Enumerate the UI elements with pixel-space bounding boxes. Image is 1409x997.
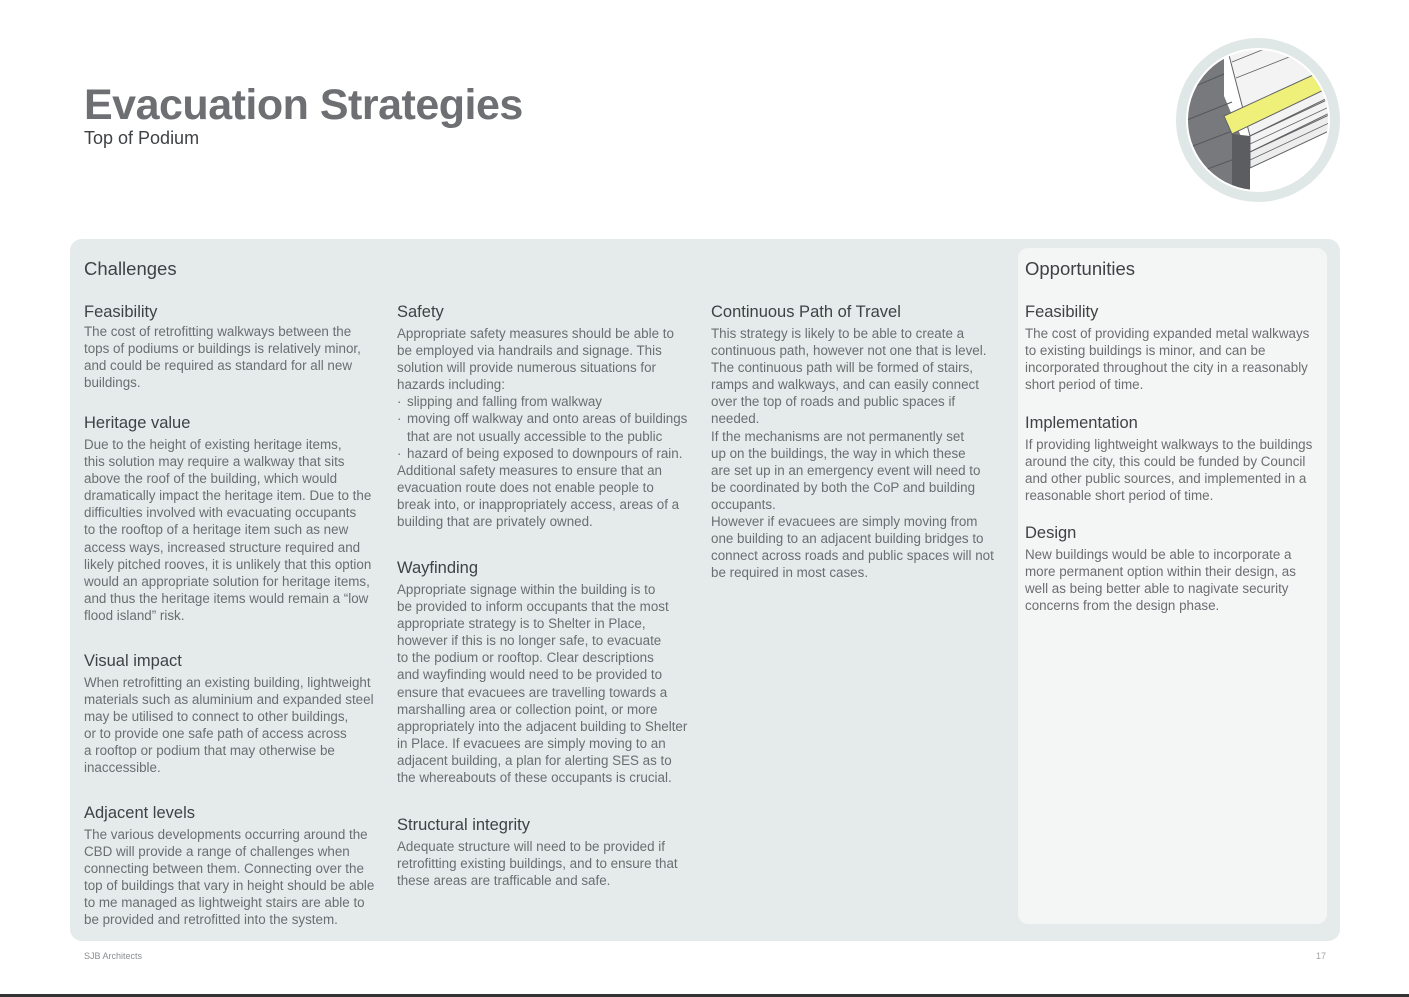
section-title: Heritage value <box>84 414 191 432</box>
section-text: The cost of providing expanded metal walkways to existing buildings is minor, and can be incorporated throughout the city in a reasonably short period of time. <box>1025 326 1310 393</box>
section-feasibility <box>84 302 361 391</box>
section-continuous-path <box>711 302 1017 581</box>
section-text: Appropriate signage within the building is to be provided to inform occupants that the most appropriate strategy is to Shelter in Place, however if this is no longer safe, to evacuate to the podium or rooftop. Clear descriptions and wayfinding would need to be provided to ensure that evacuees are travelling towards a marshalling area or collection point, or more appropriately into the adjacent building to Shelter in Place. If evacuees are simply moving to an adjacent building, a plan for alerting SES as to the whereabouts of these occupants is crucial. <box>397 582 688 786</box>
section-opp-feasibility <box>1025 302 1309 393</box>
section-title: Feasibility <box>1025 303 1099 321</box>
bullet-mark: · <box>397 394 402 410</box>
section-title: Design <box>1025 524 1077 542</box>
section-text: Additional safety measures to ensure that an evacuation route does not enable people to break into, or inappropriately access, areas of a building that are privately owned. <box>397 462 680 530</box>
section-safety <box>397 302 687 530</box>
section-title: Structural integrity <box>397 816 530 834</box>
section-text: The cost of retrofitting walkways between the tops of podiums or buildings is relatively minor, and could be required as standard for all new buildings. <box>84 324 361 391</box>
section-text: Appropriate safety measures should be able to be employed via handrails and signage. This solution will provide numerous situations for hazards including: <box>397 326 674 393</box>
section-text: When retrofitting an existing building, lightweight materials such as aluminium and expanded steel may be utilised to connect to other buildings, or to provide one safe path of access across a rooftop or podium that may otherwise be inaccessible. <box>84 675 374 776</box>
footer-company: SJB Architects <box>84 951 143 961</box>
bullet-item: · moving off walkway and onto areas of buildings that are not usually accessible to the public <box>397 411 688 444</box>
section-text: Adequate structure will need to be provided if retrofitting existing buildings, and to ensure that these areas are trafficable and safe. <box>397 839 678 889</box>
section-title: Implementation <box>1025 414 1138 432</box>
section-title: Continuous Path of Travel <box>711 303 901 321</box>
podium-walkway-illustration-icon <box>1172 36 1344 206</box>
bullet-item: · slipping and falling from walkway <box>397 394 603 410</box>
section-visual-impact <box>84 651 374 777</box>
section-title: Visual impact <box>84 652 182 670</box>
challenges-column-3 <box>711 302 1017 581</box>
section-opp-design <box>1025 523 1296 614</box>
page-title: Evacuation Strategies <box>84 81 523 129</box>
challenges-heading: Challenges <box>84 258 177 279</box>
bullet-mark: · <box>397 445 402 461</box>
page-number: 17 <box>1315 951 1326 961</box>
opportunities-heading: Opportunities <box>1025 258 1136 279</box>
section-text: This strategy is likely to be able to create a continuous path, however not one that is level. The continuous path will be formed of stairs, ramps and walkways, and can easily connect over the top of roads and public spaces if needed. If the mechanisms are not permanently set up on the buildings, the way in which these are set up in an emergency event will need to be coordinated by both the CoP and building occupants. However if evacuees are simply moving from one building to an adjacent building bridges to connect across roads and public spaces will not be required in most cases. <box>711 326 994 581</box>
section-heritage-value <box>84 413 371 624</box>
section-wayfinding <box>397 558 687 786</box>
section-title: Wayfinding <box>397 559 479 577</box>
section-structural-integrity <box>397 815 678 889</box>
section-text: Due to the height of existing heritage items, this solution may require a walkway that sits above the roof of the building, which would dramatically impact the heritage item. Due to the difficulties involved with evacuating occupants to the rooftop of a heritage item such as new access ways, increased structure required and likely pitched rooves, it is unlikely that this option would an appropriate solution for heritage items, and thus the heritage items would remain a “low flood island” risk. <box>84 437 372 623</box>
section-text: New buildings would be able to incorporate a more permanent option within their design, as well as being better able to nagivate security concerns from the design phase. <box>1025 547 1296 614</box>
section-text: The various developments occurring around the CBD will provide a range of challenges when connecting between them. Connecting over the top of buildings that vary in height should be able to me managed as lightweight stairs are able to be provided and retrofitted into the system. <box>84 827 375 928</box>
section-title: Feasibility <box>84 303 158 321</box>
bullet-mark: · <box>397 411 402 427</box>
bullet-item: · hazard of being exposed to downpours of rain. <box>397 445 683 461</box>
section-title: Safety <box>397 303 444 321</box>
section-adjacent-levels <box>84 803 374 929</box>
section-text: If providing lightweight walkways to the buildings around the city, this could be funded by Council and other public sources, and implemented in a reasonable short period of time. <box>1025 437 1313 504</box>
section-title: Adjacent levels <box>84 804 195 822</box>
page-subtitle: Top of Podium <box>84 128 200 148</box>
section-opp-implementation <box>1025 413 1312 504</box>
